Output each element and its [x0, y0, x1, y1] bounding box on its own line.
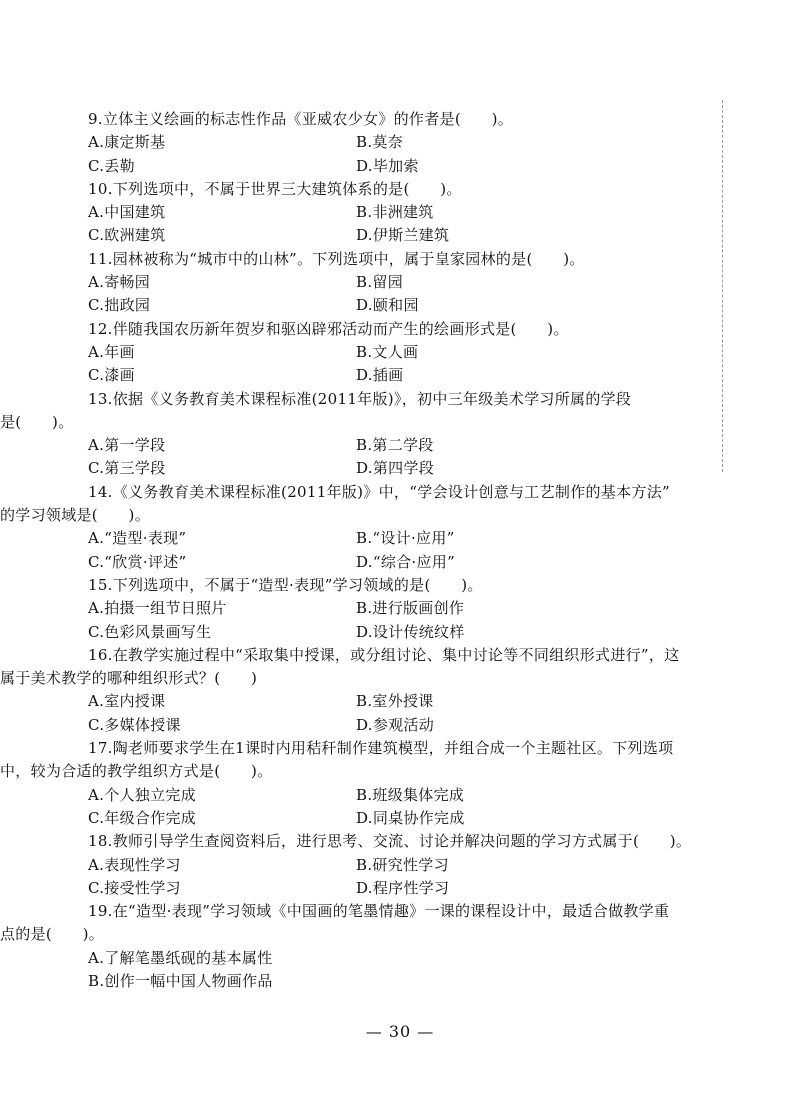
question-10-stem: 10.下列选项中，不属于世界三大建筑体系的是( )。: [88, 179, 462, 198]
question-18-stem: 18.教师引导学生查阅资料后，进行思考、交流、讨论并解决问题的学习方式属于( )。: [88, 832, 692, 851]
option-b: B.班级集体完成: [356, 785, 465, 804]
option-b: B.“设计·应用”: [356, 529, 455, 548]
question-19-stem-line-2: 点的是( )。: [0, 925, 105, 944]
question-17-stem-line-2: 中，较为合适的教学组织方式是( )。: [0, 762, 273, 781]
option-d: D.设计传统纹样: [356, 622, 465, 641]
question-14-stem-line-2: 的学习领域是( )。: [0, 506, 151, 525]
option-b: B.文人画: [356, 342, 419, 361]
question-19-option-b: B.创作一幅中国人物画作品: [88, 971, 273, 990]
question-17-stem-continued: [0, 760, 688, 783]
question-12-options-row-1: [88, 341, 688, 364]
option-c: C.色彩风景画写生: [88, 622, 212, 641]
option-c: C.“欣赏·评述”: [88, 552, 187, 571]
question-13-stem-line-2: 是( )。: [0, 412, 74, 431]
question-14-stem: 14.《义务教育美术课程标准(2011年版)》中，“学会设计创意与工艺制作的基本方法”: [88, 482, 670, 501]
question-16-options-row-1: [88, 690, 688, 713]
option-a: A.室内授课: [88, 692, 166, 711]
question-14-stem-continued: [0, 504, 688, 527]
option-c: C.拙政园: [88, 296, 151, 315]
question-15-stem: 15.下列选项中，不属于“造型·表现”学习领域的是( )。: [88, 575, 483, 594]
option-d: D.毕加索: [356, 156, 419, 175]
option-c: C.漆画: [88, 366, 135, 385]
question-14-options-row-1: [88, 527, 688, 550]
question-16-stem-continued: [0, 667, 688, 690]
option-c: C.年级合作完成: [88, 808, 197, 827]
question-9-options-row-2: [88, 155, 688, 178]
question-18-options-row-2: [88, 877, 688, 900]
option-d: D.插画: [356, 366, 404, 385]
page-number: — 30 —: [365, 1022, 435, 1041]
question-12-stem: 12.伴随我国农历新年贺岁和驱凶辟邪活动而产生的绘画形式是( )。: [88, 319, 569, 338]
question-18-options-row-1: [88, 854, 688, 877]
question-15-options-row-2: [88, 621, 688, 644]
option-a: A.康定斯基: [88, 133, 166, 152]
binding-margin-line: [722, 100, 723, 472]
option-c: C.欧洲建筑: [88, 226, 166, 245]
option-a: A.第一学段: [88, 436, 166, 455]
question-11-options-row-2: [88, 294, 688, 317]
option-b: B.室外授课: [356, 692, 434, 711]
question-16-stem-line-2: 属于美术教学的哪种组织形式？( ): [0, 669, 258, 688]
option-d: D.程序性学习: [356, 878, 450, 897]
option-d: D.参观活动: [356, 715, 435, 734]
question-13-options-row-2: [88, 457, 688, 480]
option-d: D.同桌协作完成: [356, 808, 465, 827]
question-11-options-row-1: [88, 271, 688, 294]
question-13-options-row-1: [88, 434, 688, 457]
question-13-stem: 13.依据《义务教育美术课程标准(2011年版)》，初中三年级美术学习所属的学段: [88, 389, 632, 408]
question-9-options-row-1: [88, 131, 688, 154]
question-15-options-row-1: [88, 597, 688, 620]
question-17-options-row-2: [88, 807, 688, 830]
question-16-stem: 16.在教学实施过程中“采取集中授课，或分组讨论、集中讨论等不同组织形式进行”，这: [88, 645, 680, 664]
option-d: D.伊斯兰建筑: [356, 226, 450, 245]
option-a: A.表现性学习: [88, 855, 181, 874]
option-b: B.莫奈: [356, 133, 403, 152]
option-a: A.个人独立完成: [88, 785, 197, 804]
option-d: D.第四学段: [356, 459, 435, 478]
option-b: B.第二学段: [356, 436, 434, 455]
question-14-options-row-2: [88, 551, 688, 574]
question-19-stem-continued: [0, 923, 688, 946]
option-b: B.研究性学习: [356, 855, 449, 874]
option-c: C.多媒体授课: [88, 715, 181, 734]
option-d: D.“综合·应用”: [356, 552, 456, 571]
option-b: B.非洲建筑: [356, 203, 434, 222]
option-a: A.“造型·表现”: [88, 529, 187, 548]
question-list: [0, 108, 692, 993]
question-19-option-a: A.了解笔墨纸砚的基本属性: [88, 948, 273, 967]
question-10-options-row-2: [88, 224, 688, 247]
option-b: B.留园: [356, 273, 403, 292]
question-13-stem-continued: [0, 411, 688, 434]
option-d: D.颐和园: [356, 296, 419, 315]
question-17-stem: 17.陶老师要求学生在1课时内用秸秆制作建筑模型，并组合成一个主题社区。下列选项: [88, 739, 674, 758]
question-19-stem: 19.在“造型·表现”学习领域《中国画的笔墨情趣》一课的课程设计中，最适合做教学重: [88, 902, 670, 921]
option-c: C.丢勒: [88, 156, 135, 175]
question-9-stem: 9.立体主义绘画的标志性作品《亚威农少女》的作者是( )。: [88, 110, 514, 128]
option-a: A.年画: [88, 342, 135, 361]
option-c: C.第三学段: [88, 459, 166, 478]
option-a: A.寄畅园: [88, 273, 151, 292]
option-a: A.拍摄一组节日照片: [88, 599, 227, 618]
question-16-options-row-2: [88, 714, 688, 737]
question-12-options-row-2: [88, 364, 688, 387]
option-c: C.接受性学习: [88, 878, 181, 897]
question-11-stem: 11.园林被称为“城市中的山林”。下列选项中，属于皇家园林的是( )。: [88, 249, 585, 268]
option-a: A.中国建筑: [88, 203, 166, 222]
option-b: B.进行版画创作: [356, 599, 465, 618]
question-17-options-row-1: [88, 784, 688, 807]
question-10-options-row-1: [88, 201, 688, 224]
